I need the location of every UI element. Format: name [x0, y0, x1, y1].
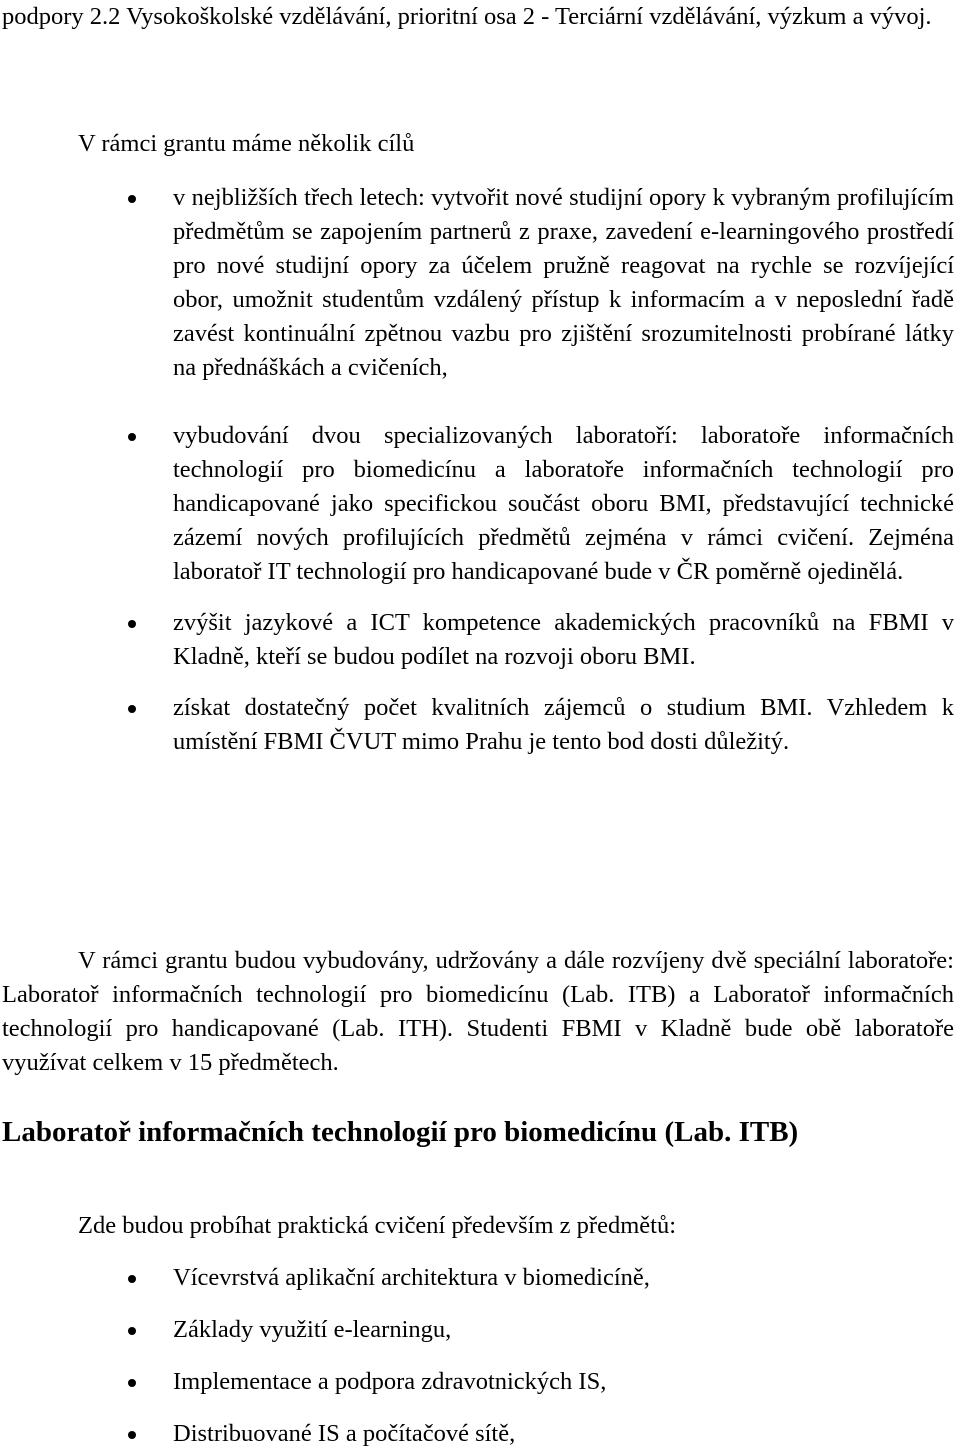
list-item — [173, 1417, 954, 1451]
goals-list — [173, 181, 954, 759]
list-item — [173, 606, 954, 674]
list-item — [173, 1313, 954, 1347]
goal-text: vybudování dvou specializovaných laboratoří: laboratoře informačních technologií pro biomedicínu a laboratoře informačních technologií pro handicapované jako specifickou součást oboru BMI, představující technické zázemí nových profilujících předmětů zejména v rámci cvičení. Zejména laboratoř IT technologií pro handicapované bude v ČR poměrně ojedinělá. — [173, 422, 954, 585]
bullet-icon — [128, 1275, 136, 1283]
goals-intro: V rámci grantu máme několik cílů — [78, 130, 415, 157]
labs-paragraph: V rámci grantu budou vybudovány, udržovány a dále rozvíjeny dvě speciální laboratoře: Laboratoř informačních technologií pro biomedicínu (Lab. ITB) a Laboratoř informačních technologií pro handicapované (Lab. ITH). Studenti FBMI v Kladně bude obě laboratoře využívat celkem v 15 předmětech. — [2, 947, 954, 1076]
section-heading: Laboratoř informačních technologií pro biomedicínu (Lab. ITB) — [2, 1116, 799, 1148]
list-item — [173, 1261, 954, 1295]
course-text: Vícevrstvá aplikační architektura v biomedicíně, — [173, 1264, 650, 1291]
bullet-icon — [128, 620, 136, 628]
courses-list — [173, 1261, 954, 1451]
list-item — [173, 691, 954, 759]
bullet-icon — [128, 1431, 136, 1439]
bullet-icon — [128, 433, 136, 441]
courses-intro: Zde budou probíhat praktická cvičení především z předmětů: — [78, 1212, 677, 1239]
course-text: Implementace a podpora zdravotnických IS, — [173, 1368, 607, 1395]
bullet-icon — [128, 1327, 136, 1335]
course-text: Distribuované IS a počítačové sítě, — [173, 1420, 516, 1447]
goal-text: v nejbližších třech letech: vytvořit nové studijní opory k vybraným profilujícím předmětům se zapojením partnerů z praxe, zavedení e-learningového prostředí pro nové studijní opory za účelem pružně reagovat na rychle se rozvíjející obor, umožnit studentům vzdálený přístup k informacím a v neposlední řadě zavést kontinuální zpětnou vazbu pro zjištění srozumitelnosti probírané látky na přednáškách a cvičeních, — [173, 184, 954, 381]
goal-text: zvýšit jazykové a ICT kompetence akademických pracovníků na FBMI v Kladně, kteří se budou podílet na rozvoji oboru BMI. — [173, 609, 954, 670]
bullet-icon — [128, 705, 136, 713]
intro-paragraph: podpory 2.2 Vysokoškolské vzdělávání, prioritní osa 2 - Terciární vzdělávání, výzkum a vývoj. — [2, 3, 932, 30]
list-item — [173, 181, 954, 385]
goal-text: získat dostatečný počet kvalitních zájemců o studium BMI. Vzhledem k umístění FBMI ČVUT mimo Prahu je tento bod dosti důležitý. — [173, 694, 954, 755]
bullet-icon — [128, 1379, 136, 1387]
bullet-icon — [128, 195, 136, 203]
list-item — [173, 419, 954, 589]
list-item — [173, 1365, 954, 1399]
course-text: Základy využití e-learningu, — [173, 1316, 452, 1343]
